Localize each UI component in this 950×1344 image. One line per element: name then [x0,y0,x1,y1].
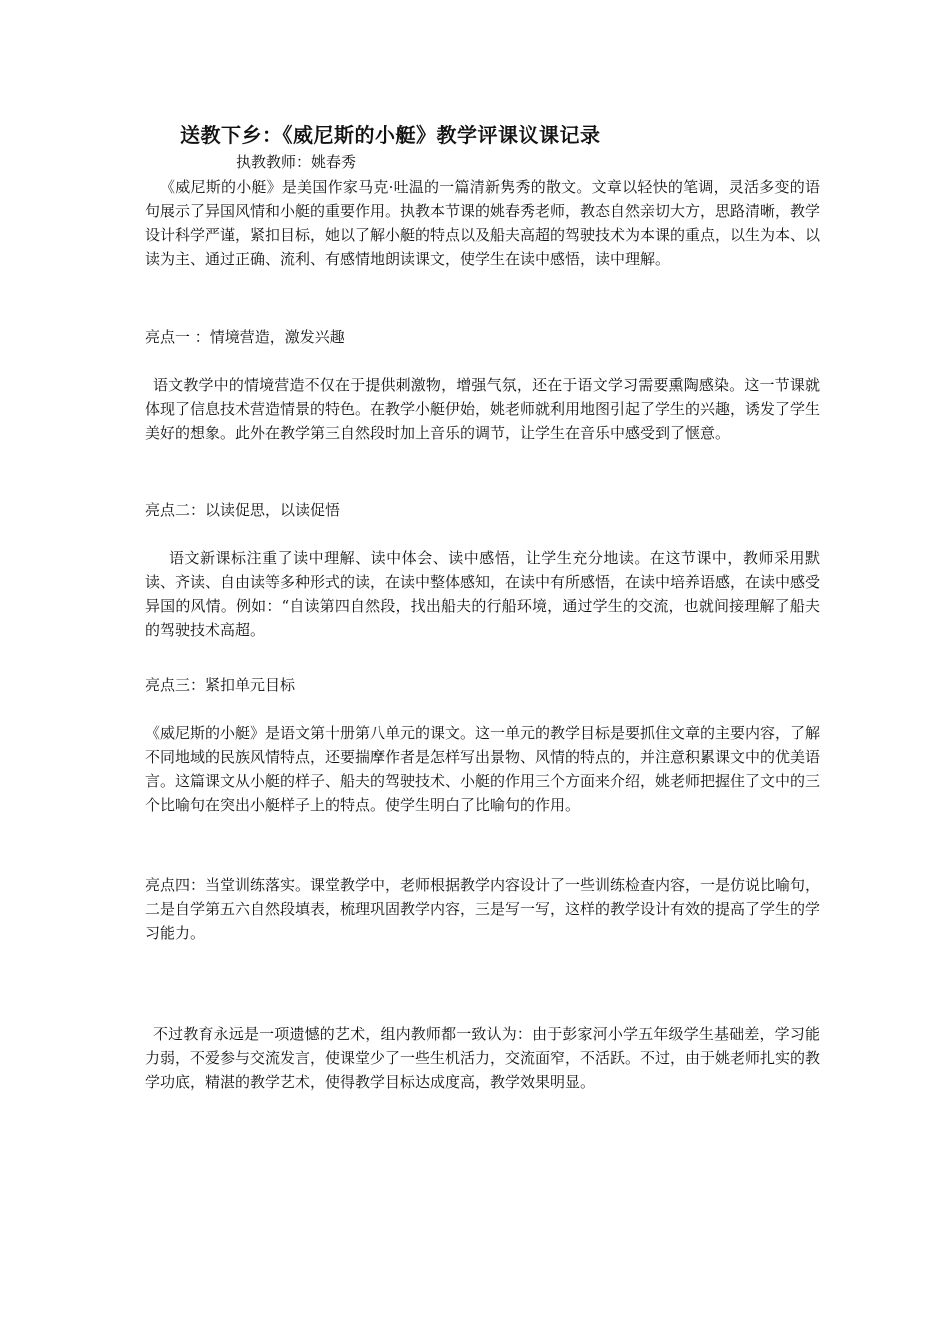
intro-paragraph: 《威尼斯的小艇》是美国作家马克·吐温的一篇清新隽秀的散文。文章以轻快的笔调，灵活多变的语句展示了异国风情和小艇的重要作用。执教本节课的姚春秀老师，教态自然亲切大方，思路清晰，教学设计科学严谨，紧扣目标，她以了解小艇的特点以及船夫高超的驾驶技术为本课的重点，以生为本、以读为主、通过正确、流利、有感情地朗读课文，使学生在读中感悟，读中理解。 [145,178,821,268]
conclusion-paragraph: 不过教育永远是一项遗憾的艺术，组内教师都一致认为：由于彭家河小学五年级学生基础差，学习能力弱，不爱参与交流发言，使课堂少了一些生机活力，交流面窄，不活跃。不过，由于姚老师扎实的教学功底，精湛的教学艺术，使得教学目标达成度高，教学效果明显。 [145,1025,821,1091]
highlight-2-heading: 亮点二：以读促思，以读促悟 [145,501,341,519]
highlight-1-paragraph: 语文教学中的情境营造不仅在于提供刺激物，增强气氛，还在于语文学习需要熏陶感染。这一节课就体现了信息技术营造情景的特色。在教学小艇伊始，姚老师就利用地图引起了学生的兴趣，诱发了学生美好的想象。此外在教学第三自然段时加上音乐的调节，让学生在音乐中感受到了惬意。 [145,376,821,442]
highlight-2-paragraph: 语文新课标注重了读中理解、读中体会、读中感悟，让学生充分地读。在这节课中，教师采用默读、齐读、自由读等多种形式的读，在读中整体感知，在读中有所感悟，在读中培养语感，在读中感受异国的风情。例如：“自读第四自然段，找出船夫的行船环境，通过学生的交流，也就间接理解了船夫的驾驶技术高超。 [145,549,821,639]
highlight-4-paragraph: 亮点四：当堂训练落实。课堂教学中，老师根据教学内容设计了一些训练检查内容，一是仿说比喻句，二是自学第五六自然段填表，梳理巩固教学内容，三是写一写，这样的教学设计有效的提高了学生的学习能力。 [145,876,821,942]
highlight-3-heading: 亮点三：紧扣单元目标 [145,676,296,694]
document-title: 送教下乡：《威尼斯的小艇》教学评课议课记录 [180,123,601,147]
highlight-1-heading: 亮点一 ：情境营造，激发兴趣 [145,328,345,346]
highlight-3-paragraph: 《威尼斯的小艇》是语文第十册第八单元的课文。这一单元的教学目标是要抓住文章的主要内容，了解不同地域的民族风情特点，还要揣摩作者是怎样写出景物、风情的特点的，并注意积累课文中的优美语言。这篇课文从小艇的样子、船夫的驾驶技术、小艇的作用三个方面来介绍，姚老师把握住了文中的三个比喻句在突出小艇样子上的特点。使学生明白了比喻句的作用。 [145,724,821,814]
teacher-line: 执教教师：姚春秀 [236,153,357,171]
